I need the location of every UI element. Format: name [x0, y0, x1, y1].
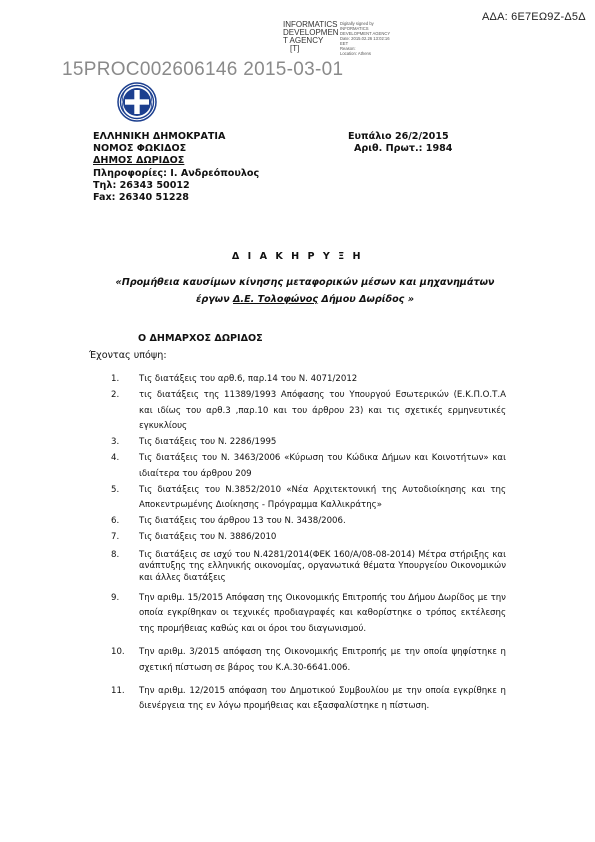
ada-code: ΑΔΑ: 6Ε7ΕΩ9Ζ-Δ5Δ	[482, 11, 586, 23]
document-meta	[348, 131, 453, 155]
item-number: 10.	[111, 646, 125, 657]
document-date: Ευπάλιο 26/2/2015	[348, 131, 449, 142]
item-number: 8.	[111, 549, 120, 560]
item-number: 2.	[111, 389, 120, 400]
procurement-number: 15PROC002606146 2015-03-01	[62, 59, 344, 80]
list-item	[111, 530, 506, 546]
protocol-number: Αριθ. Πρωτ.: 1984	[354, 143, 453, 155]
issuer-header	[93, 131, 259, 204]
signature-org-line: DEVELOPMEN	[283, 28, 339, 37]
digital-signature-org	[283, 21, 339, 45]
list-item	[111, 684, 506, 716]
item-number: 11.	[111, 685, 125, 696]
list-item	[111, 435, 506, 451]
header-fax: Fax: 26340 51228	[93, 192, 189, 204]
item-text: Τις διατάξεις σε ισχύ του Ν.4281/2014(ΦΕΚ 160/Α/08-08-2014) Μέτρα στήριξης και ανάπτυξης της ελληνικής οικονομίας, οργανωτικά θέματα Υπουργείου Οικονομικών και άλλες διατάξεις	[139, 549, 506, 583]
item-number: 4.	[111, 452, 120, 463]
header-prefecture: ΝΟΜΟΣ ΦΩΚΙΔΟΣ	[93, 143, 187, 155]
list-item	[111, 645, 506, 677]
item-text: Τις διατάξεις του άρθρου 13 του Ν. 3438/2006.	[139, 516, 346, 527]
subject-text: Δήμου Δωρίδος »	[318, 294, 414, 305]
subject-line	[60, 291, 550, 308]
signature-org-line: INFORMATICS	[283, 20, 338, 29]
list-item	[111, 483, 506, 515]
signature-detail-line: Location: Athens	[340, 51, 371, 56]
list-item	[111, 372, 506, 388]
list-item	[111, 514, 506, 530]
item-text: Τις διατάξεις του Ν.3852/2010 «Νέα Αρχιτεκτονική της Αυτοδιοίκησης και της Αποκεντρωμένης Διοίκησης - Πρόγραμμα Καλλικράτης»	[139, 484, 506, 511]
mayor-heading: Ο ΔΗΜΑΡΧΟΣ ΔΩΡΙΔΟΣ	[138, 333, 263, 344]
header-country: ΕΛΛΗΝΙΚΗ ΔΗΜΟΚΡΑΤΙΑ	[93, 131, 226, 142]
digital-signature-details	[340, 21, 390, 56]
item-number: 1.	[111, 374, 120, 384]
considerations-list	[111, 372, 506, 715]
signature-mark: [T]	[290, 44, 300, 53]
item-text: Τις διατάξεις του αρθ.6, παρ.14 του Ν. 4071/2012	[139, 374, 358, 384]
item-number: 7.	[111, 531, 120, 542]
item-number: 6.	[111, 516, 120, 527]
signature-detail-line: DEVELOPMENT AGENCY	[340, 31, 391, 36]
header-municipality: ΔΗΜΟΣ ΔΩΡΙΔΟΣ	[93, 155, 185, 167]
item-text: Τις διατάξεις του Ν. 2286/1995	[139, 437, 277, 448]
list-item	[111, 550, 506, 585]
signature-detail-line: INFORMATICS	[340, 26, 369, 31]
signature-org-line: T AGENCY	[283, 36, 324, 45]
considerations-intro: Έχοντας υπόψη:	[89, 350, 167, 361]
header-phone: Τηλ: 26343 50012	[93, 179, 190, 191]
subject-line: «Προμήθεια καυσίμων κίνησης μεταφορικών μέσων και μηχανημάτων	[115, 277, 495, 288]
list-item	[111, 388, 506, 435]
subject-text: έργων	[196, 294, 233, 305]
list-item	[111, 451, 506, 483]
signature-detail-line: Digitally signed by	[340, 21, 374, 26]
item-text: Τις διατάξεις του Ν. 3463/2006 «Κύρωση του Κώδικα Δήμων και Κοινοτήτων» και ιδιαίτερα του άρθρου 209	[139, 452, 506, 479]
document-title: Δ Ι Α Κ Η Ρ Υ Ξ Η	[231, 251, 364, 262]
item-text: Την αριθμ. 15/2015 Απόφαση της Οικονομικής Επιτροπής του Δήμου Δωρίδος με την οποία εγκρίθηκαν οι τεχνικές προδιαγραφές και καθορίστηκε ο τρόπος εκτέλεσης της προμήθειας καθώς και οι όροι του διαγωνισμού.	[139, 592, 506, 635]
item-text: Τις διατάξεις του Ν. 3886/2010	[139, 531, 277, 542]
item-text: Την αριθμ. 12/2015 απόφαση του Δημοτικού Συμβουλίου με την οποία εγκρίθηκε η διενέργεια της εν λόγω προμήθειας και εξασφαλίστηκε η πίστωση.	[139, 685, 506, 712]
subject-underlined-text: Δ.Ε. Τολοφώνος	[233, 294, 319, 305]
signature-detail-line: EET	[340, 41, 349, 46]
list-item	[111, 591, 506, 638]
item-text: Την αριθμ. 3/2015 απόφαση της Οικονομικής Επιτροπής με την οποία ψηφίστηκε η σχετική πίστωση σε βάρος του Κ.Α.30-6641.006.	[139, 646, 506, 673]
item-number: 5.	[111, 484, 120, 495]
document-subject	[60, 274, 550, 308]
hellenic-republic-seal-icon	[117, 82, 157, 122]
item-number: 9.	[111, 592, 120, 603]
item-number: 3.	[111, 437, 120, 448]
item-text: τις διατάξεις της 11389/1993 Απόφασης του Υπουργού Εσωτερικών (Ε.Κ.Π.Ο.Τ.Α και ιδίως του αρθ.3 ,παρ.10 και του άρθρου 23) και τις σχετικές ερμηνευτικές εγκυκλίους	[139, 389, 506, 432]
header-contact-person: Πληροφορίες: Ι. Ανδρεόπουλος	[93, 167, 260, 179]
signature-detail-line: Date: 2015.02.26 13:02:16	[340, 36, 390, 41]
signature-detail-line: Reason:	[340, 46, 356, 51]
